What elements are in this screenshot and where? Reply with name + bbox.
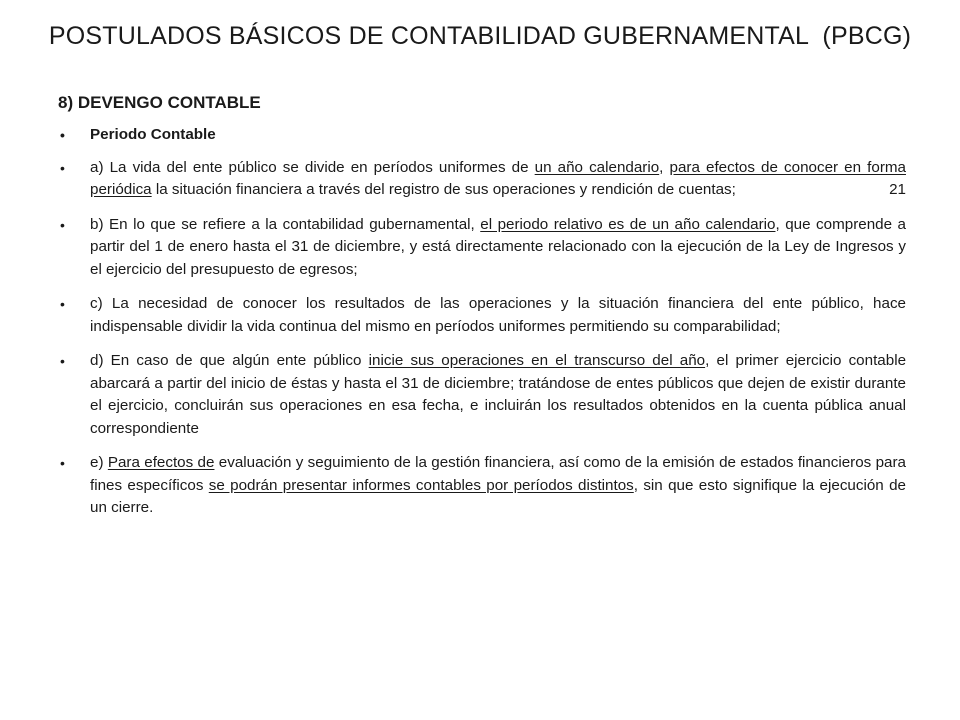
subheading-text: Periodo Contable	[90, 126, 216, 143]
item-a-underline-1: un año calendario	[534, 158, 660, 176]
section-heading: 8) DEVENGO CONTABLE	[58, 93, 261, 112]
item-a-text-1: a) La vida del ente público se divide en períodos uniformes de	[90, 158, 535, 176]
slide-title: POSTULADOS BÁSICOS DE CONTABILIDAD GUBERNAMENTAL (PBCG)	[48, 22, 912, 50]
item-e-text-1: e)	[90, 454, 108, 471]
bullet-icon: •	[60, 159, 65, 176]
item-b-underline-1: el periodo relativo es de un año calendario	[480, 215, 776, 233]
page-number: 21	[889, 181, 906, 198]
item-e-underline-1: Para efectos de	[107, 454, 215, 471]
bullet-icon: •	[60, 455, 65, 471]
list-item-a	[58, 157, 906, 202]
item-b-text-2: , que comprende a partir del 1 de enero hasta el 31 de diciembre, y está directamente relacionado con la ejecución de la Ley de Ingresos y el ejercicio del presupuesto de egresos;	[90, 215, 906, 278]
list-item-e	[58, 452, 906, 520]
list-item-c	[58, 293, 906, 338]
item-a-text-2: ,	[659, 158, 670, 176]
item-e-text-2: evaluación y seguimiento de la gestión financiera, así como de la emisión de estados financieros para fines específicos	[90, 454, 906, 494]
bullet-icon: •	[60, 216, 65, 233]
item-d-text-1: d) En caso de que algún ente público	[90, 352, 369, 369]
item-b-text-1: b) En lo que se refiere a la contabilidad gubernamental,	[90, 215, 481, 233]
bullet-icon: •	[60, 127, 65, 143]
item-c-text-1: c) La necesidad de conocer los resultados de las operaciones y la situación financiera del ente público, hace indispensable dividir la vida continua del mismo en períodos uniformes permitiendo su comparabilidad;	[90, 295, 906, 335]
subheading-item	[58, 124, 906, 147]
item-e-text-3: , sin que esto signifique la ejecución de un cierre.	[90, 476, 906, 516]
bullet-icon: •	[60, 353, 65, 369]
bullet-list	[58, 124, 906, 532]
list-item-d	[58, 350, 906, 440]
item-d-text-2: , el primer ejercicio contable abarcará a partir del inicio de éstas y hasta el 31 de diciembre; tratándose de entes públicos que dejen de existir durante el ejercicio, concluirán sus operaciones en esa fecha, e incluirán los resultados obtenidos en la cuenta pública anual correspondiente	[90, 352, 907, 437]
item-a-underline-2: para efectos de conocer en forma periódica	[90, 158, 906, 198]
item-e-underline-2: se podrán presentar informes contables por períodos distintos	[208, 476, 634, 494]
item-d-underline-1: inicie sus operaciones en el transcurso del año	[368, 352, 706, 369]
bullet-icon: •	[60, 296, 65, 312]
list-item-b	[58, 214, 906, 282]
item-a-text-3: la situación financiera a través del registro de sus operaciones y rendición de cuentas;	[151, 181, 736, 198]
